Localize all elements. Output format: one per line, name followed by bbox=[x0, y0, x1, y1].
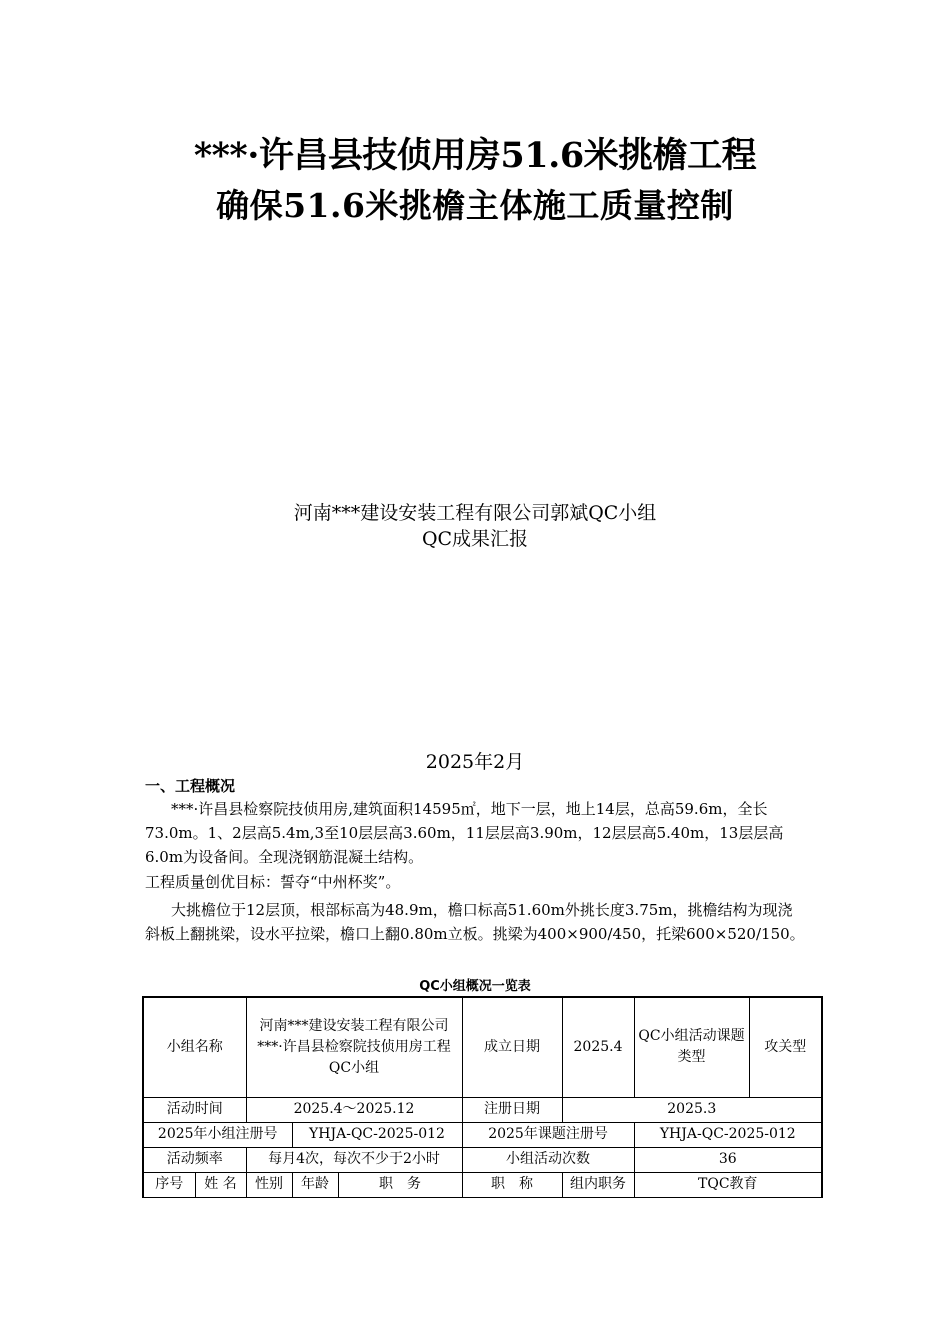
header-gender: 性别 bbox=[246, 1172, 292, 1197]
reg-date-label: 注册日期 bbox=[462, 1097, 562, 1122]
table-row bbox=[143, 1122, 822, 1147]
section-heading: 一、工程概况 bbox=[145, 777, 236, 795]
activity-time-label: 活动时间 bbox=[143, 1097, 246, 1122]
header-age: 年龄 bbox=[292, 1172, 338, 1197]
group-reg-value: YHJA-QC-2025-012 bbox=[292, 1122, 462, 1147]
founded-value: 2025.4 bbox=[562, 997, 634, 1097]
group-name-label: 小组名称 bbox=[143, 997, 246, 1097]
title-line-1: ***·许昌县技侦用房51.6米挑檐工程 bbox=[193, 135, 757, 176]
header-seq: 序号 bbox=[143, 1172, 195, 1197]
header-group-role: 组内职务 bbox=[562, 1172, 634, 1197]
quality-goal-paragraph: 工程质量创优目标：誓夺“中州杯奖”。 bbox=[145, 873, 401, 891]
report-subtitle: QC成果汇报 bbox=[421, 528, 529, 550]
project-overview-paragraph: ***·许昌县检察院技侦用房,建筑面积14595㎡，地下一层，地上14层，总高59.6m，全长73.0m。1、2层高5.4m,3至10层层高3.60m，11层层高3.90m，12层层高5.40m，13层层高6.0m为设备间。全现浇钢筋混凝土结构。 bbox=[145, 800, 784, 866]
header-position: 职 务 bbox=[338, 1172, 462, 1197]
organization-name: 河南***建设安装工程有限公司郭斌QC小组 bbox=[293, 502, 657, 524]
topic-reg-label: 2025年课题注册号 bbox=[462, 1122, 634, 1147]
reg-date-value: 2025.3 bbox=[562, 1097, 822, 1122]
topic-reg-value: YHJA-QC-2025-012 bbox=[634, 1122, 822, 1147]
qc-group-table bbox=[142, 996, 823, 1198]
frequency-label: 活动频率 bbox=[143, 1147, 246, 1172]
member-header-row bbox=[143, 1172, 822, 1197]
topic-type-value: 攻关型 bbox=[749, 997, 822, 1097]
header-name: 姓 名 bbox=[195, 1172, 246, 1197]
report-date: 2025年2月 bbox=[425, 751, 525, 773]
table-title: QC小组概况一览表 bbox=[419, 979, 531, 994]
founded-label: 成立日期 bbox=[462, 997, 562, 1097]
activity-time-value: 2025.4～2025.12 bbox=[246, 1097, 462, 1122]
title-line-2: 确保51.6米挑檐主体施工质量控制 bbox=[216, 186, 734, 225]
activity-count-label: 小组活动次数 bbox=[462, 1147, 634, 1172]
header-title: 职 称 bbox=[462, 1172, 562, 1197]
group-reg-label: 2025年小组注册号 bbox=[143, 1122, 292, 1147]
group-name-line-2: ***·许昌县检察院技侦用房工程QC小组 bbox=[257, 1038, 451, 1076]
header-tqc-education: TQC教育 bbox=[634, 1172, 822, 1197]
group-name-line-1: 河南***建设安装工程有限公司 bbox=[259, 1017, 449, 1034]
table-row bbox=[143, 997, 822, 1097]
topic-type-label: QC小组活动课题类型 bbox=[634, 997, 749, 1097]
group-name-value bbox=[246, 997, 462, 1097]
cornice-description-paragraph: 大挑檐位于12层顶，根部标高为48.9m，檐口标高51.60m外挑长度3.75m，挑檐结构为现浇斜板上翻挑梁，设水平拉梁，檐口上翻0.80m立板。挑梁为400×900/450，托梁600×520/150。 bbox=[145, 901, 805, 943]
table-row bbox=[143, 1147, 822, 1172]
frequency-value: 每月4次，每次不少于2小时 bbox=[246, 1147, 462, 1172]
table-row bbox=[143, 1097, 822, 1122]
activity-count-value: 36 bbox=[634, 1147, 822, 1172]
